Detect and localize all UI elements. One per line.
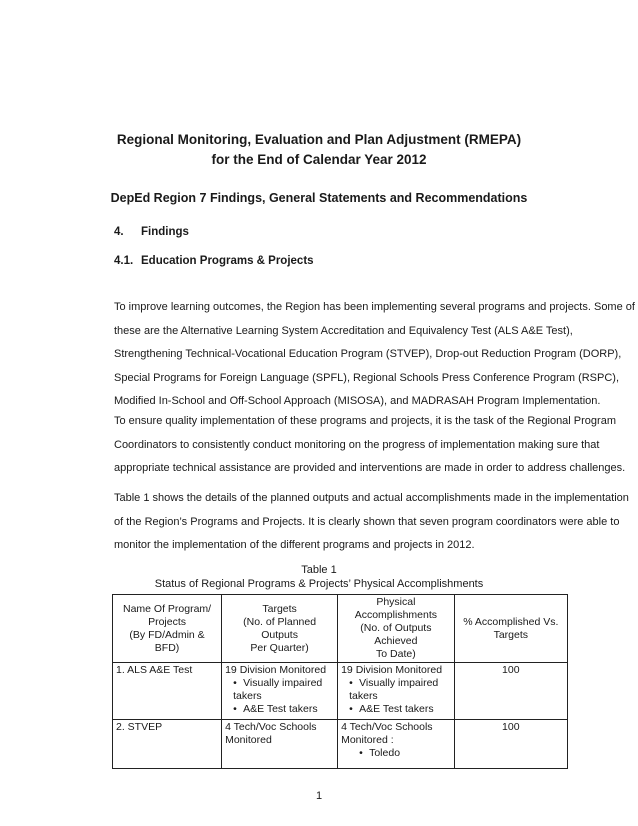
bullet-icon: • <box>233 703 237 715</box>
section-heading-findings <box>114 226 189 238</box>
paragraph-line: Special Programs for Foreign Language (SPFL), Regional Schools Press Conference Program (RSPC), <box>114 371 620 384</box>
bullet-icon: • <box>359 747 363 759</box>
cell-accomplishments: 4 Tech/Voc Schools Monitored : • Toledo <box>338 720 455 769</box>
paragraph-line: of the Region’s Programs and Projects. It is clearly shown that seven program coordinators were able to <box>114 515 620 528</box>
cell-targets: 19 Division Monitored • Visually impaired takers • A&E Test takers <box>222 663 338 720</box>
paragraph-line: Modified In-School and Off-School Approach (MISOSA), and MADRASAH Program Implementation. <box>114 395 601 407</box>
header-targets: Targets (No. of Planned Outputs Per Quarter) <box>222 595 338 663</box>
header-program-name: Name Of Program/ Projects (By FD/Admin & BFD) <box>113 595 222 663</box>
report-title-period: for the End of Calendar Year 2012 <box>211 152 427 167</box>
paragraph-line: Table 1 shows the details of the planned outputs and actual accomplishments made in the implementation <box>114 492 629 504</box>
header-physical-accomplishments: Physical Accomplishments (No. of Outputs Achieved To Date) <box>338 595 455 663</box>
subsection-number: 4.1. <box>114 255 134 267</box>
bullet-icon: • <box>349 677 353 689</box>
subsection-heading-programs <box>114 255 314 267</box>
table-header-row <box>113 595 568 663</box>
cell-percent: 100 <box>454 720 567 769</box>
bullet-item: • Toledo <box>359 747 401 759</box>
subsection-title: Education Programs & Projects <box>141 255 314 267</box>
paragraph-line: To improve learning outcomes, the Region has been implementing several programs and projects. Some of <box>114 301 635 313</box>
paragraph-line: To ensure quality implementation of these programs and projects, it is the task of the Regional Program <box>114 415 616 427</box>
paragraph-table-summary <box>114 487 629 558</box>
table-row <box>113 720 568 769</box>
table-row <box>113 663 568 720</box>
cell-accomplishments: 19 Division Monitored • Visually impaired takers • A&E Test takers <box>338 663 455 720</box>
paragraph-line: these are the Alternative Learning System Accreditation and Equivalency Test (ALS A&E Test), <box>114 324 573 337</box>
table-caption-number: Table 1 <box>301 564 337 576</box>
paragraph-line: Coordinators to consistently conduct monitoring on the progress of implementation making sure that <box>114 438 600 451</box>
bullet-item: • Visually impaired takers <box>349 677 439 702</box>
cell-program-name: 2. STVEP <box>113 720 222 769</box>
status-table <box>112 594 568 769</box>
bullet-item: • Visually impaired takers <box>233 677 323 702</box>
paragraph-programs-intro <box>114 296 635 414</box>
bullet-item: • A&E Test takers <box>349 703 434 715</box>
paragraph-line: Strengthening Technical-Vocational Education Program (STVEP), Drop-out Reduction Program (DORP), <box>114 348 622 360</box>
cell-program-name: 1. ALS A&E Test <box>113 663 222 720</box>
paragraph-line: appropriate technical assistance are provided and interventions are made in order to address challenges. <box>114 462 626 474</box>
page-number: 1 <box>315 790 323 802</box>
paragraph-line: monitor the implementation of the different programs and projects in 2012. <box>114 539 475 551</box>
bullet-icon: • <box>349 703 353 715</box>
bullet-item: • A&E Test takers <box>233 703 318 715</box>
report-title: Regional Monitoring, Evaluation and Plan Adjustment (RMEPA) <box>116 132 522 147</box>
header-percent-accomplished: % Accomplished Vs. Targets <box>454 595 567 663</box>
report-subtitle: DepEd Region 7 Findings, General Statements and Recommendations <box>110 191 528 205</box>
paragraph-quality-implementation <box>114 410 626 481</box>
section-number: 4. <box>114 226 124 238</box>
section-title: Findings <box>141 226 189 238</box>
table-caption-title: Status of Regional Programs & Projects’ Physical Accomplishments <box>154 578 484 590</box>
bullet-icon: • <box>233 677 237 689</box>
cell-percent: 100 <box>454 663 567 720</box>
cell-targets: 4 Tech/Voc Schools Monitored <box>222 720 338 769</box>
